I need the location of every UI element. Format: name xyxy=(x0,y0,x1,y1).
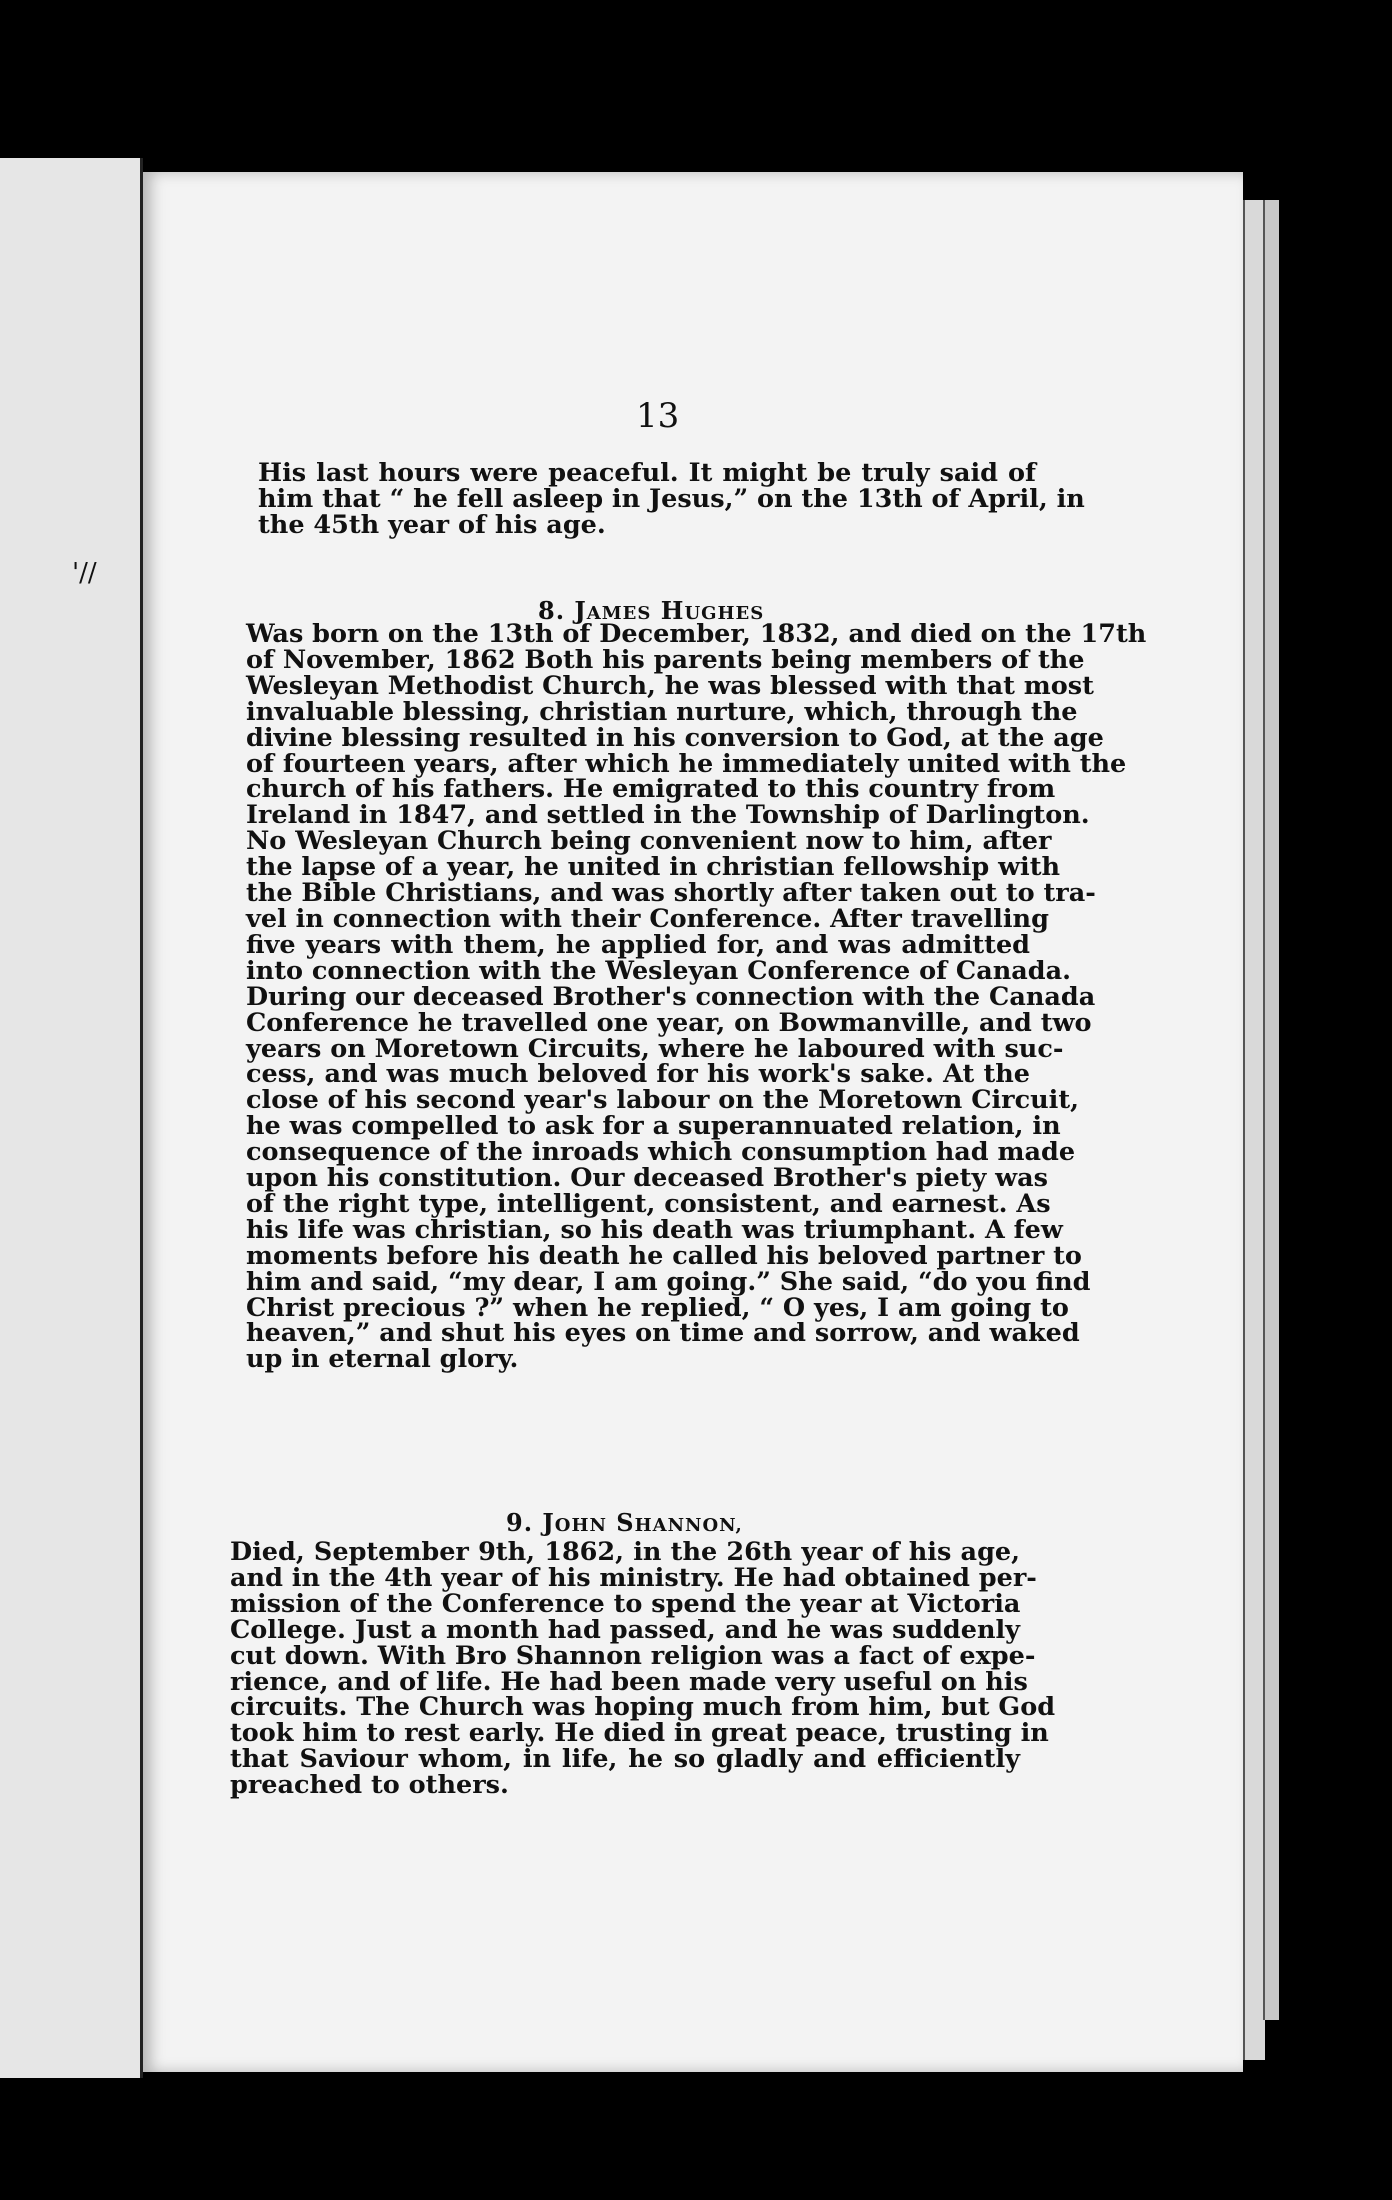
left-page-edge xyxy=(0,158,143,2078)
text-line: College. Just a month had passed, and he was suddenly xyxy=(230,1614,1020,1645)
text-line: invaluable blessing, christian nurture, which, through the xyxy=(246,696,1078,727)
text-line: took him to rest early. He died in great peace, trusting in xyxy=(230,1718,1049,1749)
text-line: preached to others. xyxy=(230,1770,509,1801)
john-shannon-paragraph xyxy=(230,1537,1056,1801)
text-line: that Saviour whom, in life, he so gladly and efficiently xyxy=(230,1744,1020,1775)
page-edge-strip-outer xyxy=(1263,200,1279,2020)
section-number: 8. xyxy=(538,596,566,625)
text-line: into connection with the Wesleyan Conference of Canada. xyxy=(246,955,1072,986)
text-line: Wesleyan Methodist Church, he was blessed with that most xyxy=(246,670,1094,701)
section-heading-john-shannon xyxy=(506,1508,743,1537)
heading-initial: S xyxy=(616,1508,635,1537)
text-line: the 45th year of his age. xyxy=(258,509,606,540)
heading-initial: J xyxy=(574,596,587,625)
text-line: five years with them, he applied for, and was admitted xyxy=(246,929,1030,960)
text-line: circuits. The Church was hoping much from him, but God xyxy=(230,1692,1056,1723)
text-line: vel in connection with their Conference. After travelling xyxy=(246,903,1049,934)
text-line: of the right type, intelligent, consistent, and earnest. As xyxy=(246,1188,1051,1219)
page-edge-strip xyxy=(1243,200,1265,2060)
heading-rest: OHN xyxy=(554,1515,607,1536)
text-line: cut down. With Bro Shannon religion was a fact of expe- xyxy=(230,1640,1036,1671)
text-line: Christ precious ?” when he replied, “ O yes, I am going to xyxy=(246,1292,1069,1323)
text-line: heaven,” and shut his eyes on time and sorrow, and waked xyxy=(246,1318,1080,1349)
text-line: His last hours were peaceful. It might be truly said of xyxy=(258,458,1036,488)
text-line: of fourteen years, after which he immediately united with the xyxy=(246,748,1127,779)
heading-rest: UGHES xyxy=(684,603,765,624)
text-line: rience, and of life. He had been made very useful on his xyxy=(230,1666,1028,1697)
section-number: 9. xyxy=(506,1508,534,1537)
heading-rest: AMES xyxy=(586,603,652,624)
text-line: him and said, “my dear, I am going.” She said, “do you find xyxy=(246,1266,1091,1297)
text-line: and in the 4th year of his ministry. He had obtained per- xyxy=(230,1562,1037,1593)
text-line: Died, September 9th, 1862, in the 26th year of his age, xyxy=(230,1537,1020,1567)
text-line: the lapse of a year, he united in christian fellowship with xyxy=(246,852,1061,883)
james-hughes-paragraph xyxy=(246,619,1147,1375)
text-line: divine blessing resulted in his conversion to God, at the age xyxy=(246,722,1104,753)
intro-paragraph xyxy=(258,458,1085,540)
text-line: years on Moretown Circuits, where he laboured with suc- xyxy=(246,1033,1064,1064)
text-line: Was born on the 13th of December, 1832, and died on the 17th xyxy=(246,619,1147,649)
text-line: of November, 1862 Both his parents being members of the xyxy=(246,644,1085,675)
text-line: close of his second year's labour on the Moretown Circuit, xyxy=(246,1085,1080,1116)
text-line: Ireland in 1847, and settled in the Township of Darlington. xyxy=(246,800,1090,831)
text-line: moments before his death he called his beloved partner to xyxy=(246,1240,1082,1271)
heading-initial: H xyxy=(660,596,685,625)
text-line: Conference he travelled one year, on Bowmanville, and two xyxy=(246,1007,1092,1038)
text-line: him that “ he fell asleep in Jesus,” on the 13th of April, in xyxy=(258,483,1085,514)
heading-rest: HANNON, xyxy=(634,1515,743,1536)
text-line: he was compelled to ask for a superannuated relation, in xyxy=(246,1111,1061,1142)
text-line: up in eternal glory. xyxy=(246,1344,519,1375)
text-line: church of his fathers. He emigrated to this country from xyxy=(246,774,1056,805)
text-line: his life was christian, so his death was triumphant. A few xyxy=(246,1214,1063,1245)
heading-initial: J xyxy=(542,1508,555,1537)
text-line: No Wesleyan Church being convenient now to him, after xyxy=(246,826,1052,857)
page-number: 13 xyxy=(636,396,680,436)
text-line: consequence of the inroads which consumption had made xyxy=(246,1137,1076,1168)
text-line: mission of the Conference to spend the year at Victoria xyxy=(230,1588,1021,1619)
text-line: the Bible Christians, and was shortly after taken out to tra- xyxy=(246,878,1096,909)
text-line: During our deceased Brother's connection with the Canada xyxy=(246,981,1096,1012)
text-line: upon his constitution. Our deceased Brother's piety was xyxy=(246,1163,1048,1194)
left-margin-mark: '// xyxy=(72,558,97,588)
text-line: cess, and was much beloved for his work's sake. At the xyxy=(246,1059,1030,1090)
